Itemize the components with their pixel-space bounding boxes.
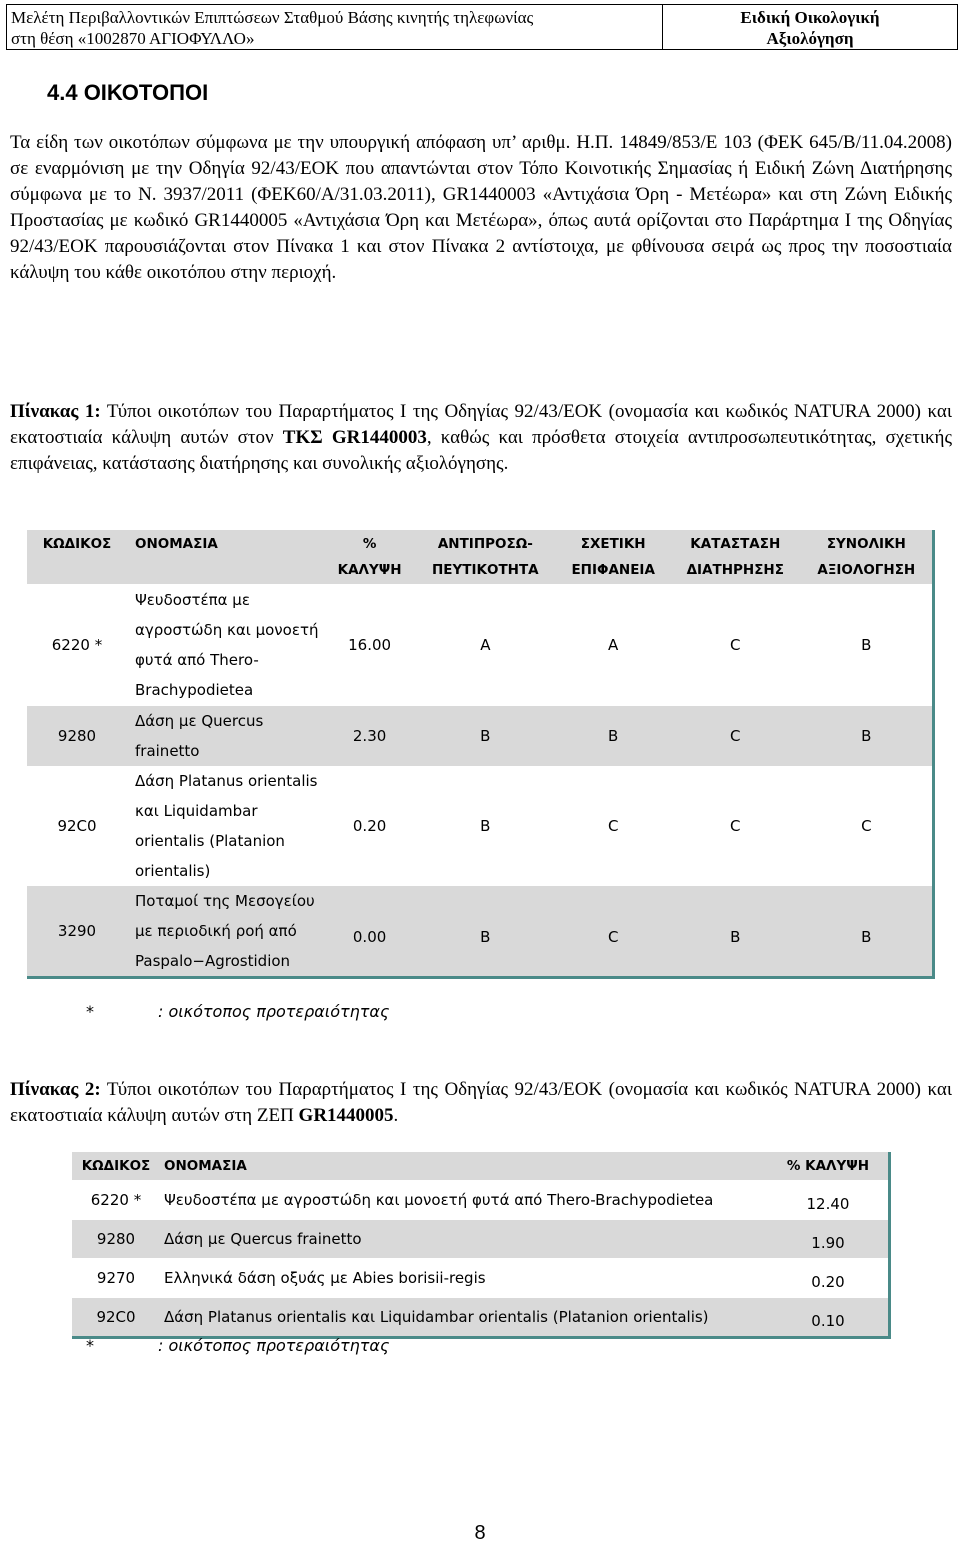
table-row (72, 1259, 888, 1298)
t1-code: 9280 (57, 727, 97, 745)
t1-name: Δάση με Quercus frainetto (135, 712, 264, 760)
t2-col-name: ΟΝΟΜΑΣΙΑ (164, 1158, 247, 1174)
t1-surface: A (608, 636, 619, 654)
header-section-name (663, 5, 957, 49)
page-header (6, 4, 958, 50)
header-title-line1: Μελέτη Περιβαλλοντικών Επιπτώσεων Σταθμού Βάσης κινητής τηλεφωνίας (11, 8, 534, 27)
t1-overall: B (861, 636, 872, 654)
header-study-title (7, 5, 663, 49)
t1-status: C (730, 727, 741, 745)
t1-name: Ψευδοστέπα με αγροστώδη και μονοετή φυτά από Thero-Brachypodietea (135, 591, 319, 699)
t1-col-status: ΚΑΤΑΣΤΑΣΗ ΔΙΑΤΗΡΗΣΗΣ (686, 536, 784, 578)
table2-caption-site: GR1440005 (298, 1105, 394, 1126)
table2-frame (72, 1152, 891, 1339)
table-row (27, 766, 932, 886)
t1-code: 3290 (57, 922, 97, 940)
t2-code: 6220 * (72, 1181, 160, 1220)
note-text: : οικότοπος προτεραιότητας (158, 1002, 390, 1021)
t1-rep: B (480, 928, 491, 946)
table-row (27, 886, 932, 976)
intro-paragraph: Τα είδη των οικοτόπων σύμφωνα με την υπουργική απόφαση υπ’ αριθμ. Η.Π. 14849/853/Ε 103 (ΦΕΚ 645/Β/11.04.2008) σε εναρμόνιση με την Οδηγία 92/43/ΕΟΚ που απαντώνται στον Τόπο Κοινοτικής Σημασίας ή Ειδική Ζώνη Διατήρησης σύμφωνα με το Ν. 3937/2011 (ΦΕΚ60/Α/31.03.2011), GR1440003 «Αντιχάσια Όρη - Μετέωρα» και στη Ζώνη Ειδικής Προστασίας με κωδικό GR1440005 «Αντιχάσια Όρη και Μετέωρα», όπως αυτά ορίζονται στο Παράρτημα Ι της Οδηγίας 92/43/ΕΟΚ παρουσιάζονται στον Πίνακα 1 και στον Πίνακα 2 αντίστοιχα, με φθίνουσα σειρά ως προς την ποσοστιαία κάλυψη του κάθε οικοτόπου στην περιοχή. (10, 132, 952, 283)
t2-col-cover: % ΚΑΛΥΨΗ (786, 1158, 870, 1174)
t1-status: C (730, 817, 741, 835)
table1-header-row (27, 530, 932, 584)
t1-status: B (730, 928, 741, 946)
t1-cover: 0.20 (352, 817, 387, 835)
t1-rep: B (480, 727, 491, 745)
page-number: 8 (474, 1522, 486, 1544)
t1-surface: B (608, 727, 619, 745)
table1-caption-site: ΤΚΣ GR1440003 (282, 427, 427, 448)
table1-frame (27, 530, 935, 979)
t2-name: Ελληνικά δάση οξυάς με Abies borisii-regis (160, 1259, 768, 1298)
habitat-table-2 (72, 1152, 888, 1336)
table1-caption (10, 399, 952, 477)
t2-cover: 1.90 (768, 1220, 888, 1259)
t1-surface: C (607, 928, 619, 946)
t1-col-cover: % ΚΑΛΥΨΗ (337, 536, 402, 578)
t1-col-code: ΚΩΔΙΚΟΣ (42, 536, 112, 552)
t2-name: Δάση με Quercus frainetto (160, 1220, 768, 1259)
t1-cover: 16.00 (348, 636, 392, 654)
t2-cover: 0.20 (768, 1259, 888, 1298)
header-section-line1: Ειδική Οικολογική (740, 8, 880, 27)
t2-name: Ψευδοστέπα με αγροστώδη και μονοετή φυτά από Thero-Brachypodietea (160, 1181, 768, 1220)
table2-header-row (72, 1152, 888, 1181)
t1-rep: A (480, 636, 491, 654)
table-row (72, 1220, 888, 1259)
t1-col-surface: ΣΧΕΤΙΚΗ ΕΠΙΦΑΝΕΙΑ (571, 536, 655, 578)
t1-code: 92C0 (57, 817, 97, 835)
t1-name: Ποταμοί της Μεσογείου με περιοδική ροή από Paspalo−Agrostidion (135, 892, 315, 970)
table-row (27, 584, 932, 706)
section-title: 4.4 ΟΙΚΟΤΟΠΟΙ (47, 80, 209, 105)
t1-name: Δάση Platanus orientalis και Liquidambar orientalis (Platanion orientalis) (135, 772, 318, 880)
priority-note-1 (86, 1002, 389, 1021)
note-text: : οικότοπος προτεραιότητας (158, 1336, 390, 1355)
table-row (27, 706, 932, 766)
t2-cover: 12.40 (768, 1181, 888, 1220)
t1-col-rep: ΑΝΤΙΠΡΟΣΩ- ΠΕΥΤΙΚΟΤΗΤΑ (432, 536, 539, 578)
table2-caption-label: Πίνακας 2: (10, 1079, 101, 1100)
t2-cover: 0.10 (768, 1298, 888, 1337)
header-title-line2: στη θέση «1002870 ΑΓΙΟΦΥΛΛΟ» (11, 29, 255, 48)
table-row (72, 1181, 888, 1220)
t2-name: Δάση Platanus orientalis και Liquidambar orientalis (Platanion orientalis) (160, 1298, 768, 1337)
t2-col-code: ΚΩΔΙΚΟΣ (81, 1158, 151, 1174)
t1-overall: B (861, 928, 872, 946)
t1-col-name: ΟΝΟΜΑΣΙΑ (135, 536, 218, 552)
t1-cover: 0.00 (352, 928, 387, 946)
t1-cover: 2.30 (352, 727, 387, 745)
t1-rep: B (480, 817, 491, 835)
note-star: * (86, 1336, 94, 1355)
priority-note-2 (86, 1336, 389, 1355)
habitat-table-1 (27, 530, 932, 976)
note-star: * (86, 1002, 94, 1021)
t1-overall: C (861, 817, 872, 835)
t1-col-overall: ΣΥΝΟΛΙΚΗ ΑΞΙΟΛΟΓΗΣΗ (817, 536, 916, 578)
table1-caption-text-end: , καθώς και πρόσθετα στοιχεία αντιπροσωπευτικότητας, σχετικής επιφάνειας, κατάστασης διατήρησης και συνολικής αξιολόγησης. (10, 427, 952, 474)
t1-code: 6220 * (51, 636, 103, 654)
table2-caption-text-end: . (393, 1105, 399, 1126)
t1-status: C (730, 636, 741, 654)
t1-overall: B (861, 727, 872, 745)
t2-code: 9280 (72, 1220, 160, 1259)
table1-caption-label: Πίνακας 1: (10, 401, 101, 422)
table2-caption-text: Τύποι οικοτόπων του Παραρτήματος Ι της Οδηγίας 92/43/ΕΟΚ (ονομασία και κωδικός NATURA 2000) και εκατοστιαία κάλυψη αυτών στη ΖΕΠ (10, 1079, 952, 1126)
t2-code: 9270 (72, 1259, 160, 1298)
table-row (72, 1298, 888, 1337)
table2-caption (10, 1077, 952, 1129)
table1-caption-text: Τύποι οικοτόπων του Παραρτήματος Ι της Οδηγίας 92/43/ΕΟΚ (ονομασία και κωδικός NATURA 2000) και εκατοστιαία κάλυψη αυτών στον (10, 401, 952, 448)
t2-code: 92C0 (72, 1298, 160, 1337)
t1-surface: C (607, 817, 619, 835)
header-section-line2: Αξιολόγηση (766, 29, 854, 48)
